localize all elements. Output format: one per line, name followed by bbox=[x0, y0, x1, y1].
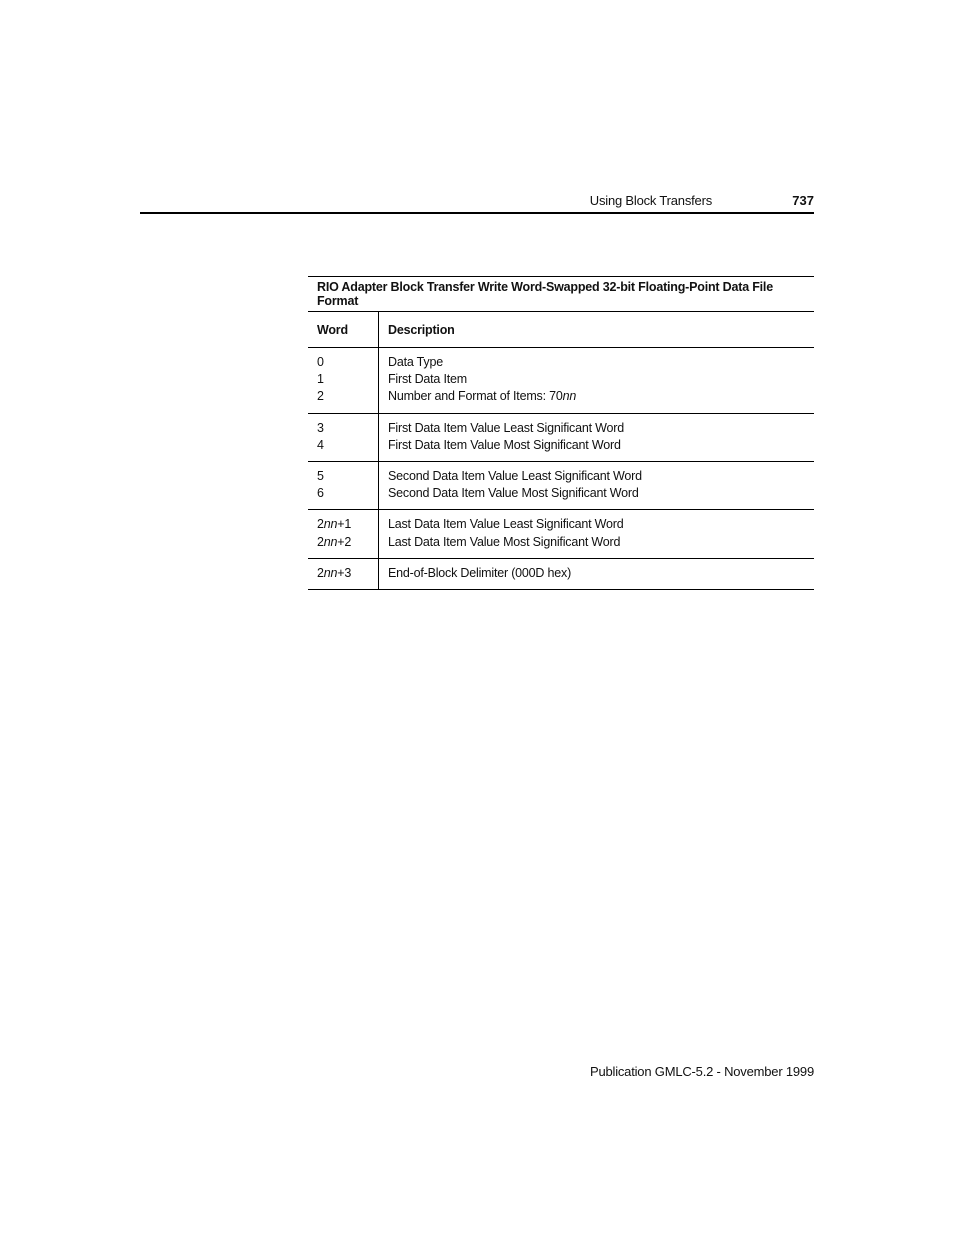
data-format-table-container bbox=[308, 276, 814, 590]
word-cell bbox=[308, 348, 379, 414]
page-number: 737 bbox=[792, 193, 814, 208]
word-value: 1 bbox=[317, 372, 324, 387]
description-cell bbox=[379, 413, 815, 461]
description-text: Last Data Item Value Least Significant Word bbox=[388, 517, 624, 532]
word-value: 2nn+3 bbox=[317, 565, 352, 580]
running-header bbox=[140, 192, 814, 214]
table-title: RIO Adapter Block Transfer Write Word-Swapped 32-bit Floating-Point Data File Format bbox=[308, 277, 814, 312]
column-header-description: Description bbox=[379, 312, 815, 348]
table-title-row bbox=[308, 277, 814, 312]
column-header-word: Word bbox=[308, 312, 379, 348]
word-value: 2nn+1 bbox=[317, 517, 352, 532]
word-value: 5 bbox=[317, 469, 324, 484]
publication-footer: Publication GMLC-5.2 - November 1999 bbox=[589, 1064, 814, 1079]
description-text: First Data Item bbox=[388, 372, 467, 387]
table-row bbox=[308, 413, 814, 461]
word-cell bbox=[308, 413, 379, 461]
word-value: 0 bbox=[317, 355, 324, 369]
description-cell bbox=[379, 510, 815, 558]
table-row bbox=[308, 510, 814, 558]
word-value: 4 bbox=[317, 437, 324, 452]
section-title: Using Block Transfers bbox=[589, 193, 712, 208]
table-row-group bbox=[308, 558, 814, 589]
description-text: Second Data Item Value Most Significant Word bbox=[388, 486, 639, 501]
word-cell bbox=[308, 462, 379, 510]
word-value: 3 bbox=[317, 420, 324, 435]
word-value: 2 bbox=[317, 389, 324, 404]
table-header-row bbox=[308, 312, 814, 348]
description-cell bbox=[379, 558, 815, 589]
table-row-group bbox=[308, 348, 814, 414]
table-row-group bbox=[308, 462, 814, 510]
table-row bbox=[308, 462, 814, 510]
data-format-table bbox=[308, 276, 814, 590]
description-text: Second Data Item Value Least Significant Word bbox=[388, 469, 642, 484]
table-row-group bbox=[308, 510, 814, 558]
table-row bbox=[308, 348, 814, 414]
word-value: 6 bbox=[317, 486, 324, 501]
word-cell bbox=[308, 558, 379, 589]
description-text: Number and Format of Items: 70nn bbox=[388, 389, 577, 404]
description-text: Last Data Item Value Most Significant Word bbox=[388, 534, 621, 549]
description-cell bbox=[379, 462, 815, 510]
description-text: First Data Item Value Most Significant Word bbox=[388, 437, 621, 452]
description-text: End-of-Block Delimiter (000D hex) bbox=[388, 565, 572, 580]
description-text: First Data Item Value Least Significant Word bbox=[388, 420, 624, 435]
table-row-group bbox=[308, 413, 814, 461]
table-row bbox=[308, 558, 814, 589]
description-cell bbox=[379, 348, 815, 414]
word-cell bbox=[308, 510, 379, 558]
word-value: 2nn+2 bbox=[317, 534, 352, 549]
description-text: Data Type bbox=[388, 355, 443, 369]
